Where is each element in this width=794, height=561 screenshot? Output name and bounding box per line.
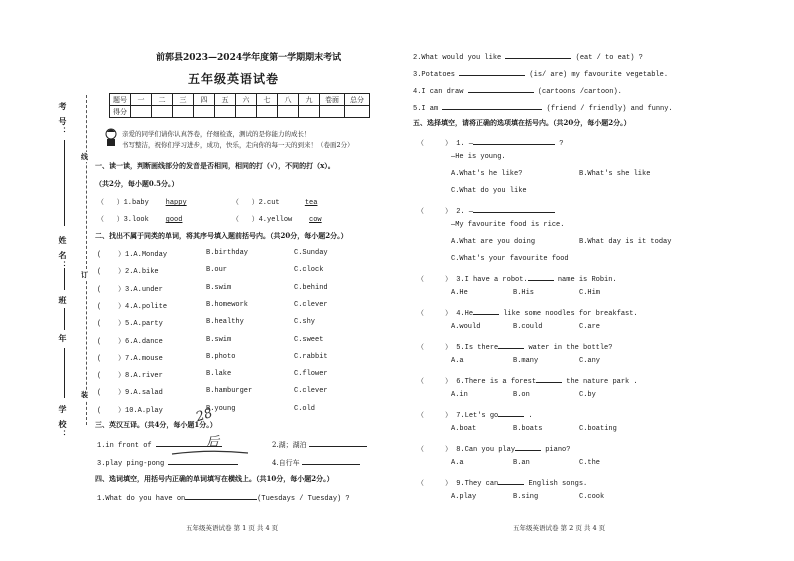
answer-blank[interactable] bbox=[505, 50, 571, 59]
answer-paren[interactable]: （ bbox=[417, 412, 424, 420]
section-2-title: 二、找出不属于同类的单词，将其序号填入题前括号内。（共20分，每小题2分。） bbox=[95, 231, 348, 240]
answer-blank[interactable] bbox=[442, 101, 542, 110]
option: B.What day is it today bbox=[579, 238, 672, 246]
choice-row: ( ）1.A.Monday bbox=[97, 251, 168, 259]
answer-paren[interactable]: ( bbox=[97, 285, 119, 294]
choice-row: ( ）10.A.play bbox=[97, 406, 163, 415]
answer-blank[interactable] bbox=[515, 442, 541, 451]
answer-paren[interactable]: ( bbox=[97, 354, 119, 363]
score-table bbox=[109, 93, 370, 118]
answer-paren[interactable]: （ bbox=[417, 378, 424, 386]
score-header-row bbox=[110, 94, 370, 106]
option-b: B.birthday bbox=[206, 249, 249, 257]
score-blank[interactable] bbox=[345, 106, 370, 118]
section-3-title: 三、英汉互译。（共4分，每小题1分。） bbox=[95, 420, 217, 429]
question-row: （ ） 3.I have a robot. name is Robin. bbox=[417, 272, 617, 284]
question-row: （ ） 6.There is a forest the nature park . bbox=[417, 374, 638, 386]
score-value-row bbox=[110, 106, 370, 118]
question-row: （ ） 2. — bbox=[417, 204, 555, 216]
option: C.cook bbox=[579, 493, 605, 501]
option-b: B.our bbox=[206, 266, 228, 275]
s1-item-1: （ ）1.baby happy bbox=[97, 199, 187, 207]
option: C.Him bbox=[579, 289, 601, 297]
option-c: C.rabbit bbox=[294, 352, 328, 361]
choice-row: ( ）3.A.under bbox=[97, 285, 163, 294]
answer-blank[interactable] bbox=[302, 456, 360, 465]
score-cell: 二 bbox=[152, 94, 173, 106]
answer-paren[interactable]: ( bbox=[97, 406, 119, 415]
notice-line-1: 亲爱的同学们请你认真答卷，仔细检查，测试的是你能力的成长！ bbox=[122, 130, 311, 138]
answer-paren[interactable]: （ bbox=[417, 140, 424, 148]
choice-row: ( ）8.A.river bbox=[97, 372, 163, 381]
option-c: C.old bbox=[294, 404, 316, 413]
score-cell: 六 bbox=[236, 94, 257, 106]
option: C.any bbox=[579, 357, 601, 365]
section-4-title: 四、选词填空，用括号内正确的单词填写在横线上。（共10分，每小题2分。） bbox=[95, 474, 334, 483]
exam-subtitle: 五年级英语试卷 bbox=[188, 72, 280, 86]
option-b: B.lake bbox=[206, 370, 232, 379]
s3-item-4: 4.自行车 bbox=[272, 456, 360, 468]
answer-paren[interactable]: （ bbox=[417, 446, 424, 454]
option: A.play bbox=[451, 493, 477, 501]
s3-item-2: 2.湖；湖泊 bbox=[272, 438, 367, 450]
answer-line: —My favourite food is rice. bbox=[451, 221, 565, 229]
exam-title: 前郭县2023—2024学年度第一学期期末考试 bbox=[156, 53, 342, 63]
answer-blank[interactable] bbox=[473, 204, 555, 213]
answer-paren[interactable]: （ bbox=[417, 310, 424, 318]
score-blank[interactable] bbox=[173, 106, 194, 118]
option: A.boat bbox=[451, 425, 477, 433]
binding-mark-bottom: 装 bbox=[81, 390, 88, 399]
s1-item-4: （ ）4.yellow cow bbox=[232, 216, 322, 224]
option: C.by bbox=[579, 391, 596, 399]
question-row: （ ） 5.Is there water in the bottle? bbox=[417, 340, 612, 352]
score-blank[interactable] bbox=[278, 106, 299, 118]
question-row: （ ） 8.Can you play piano? bbox=[417, 442, 570, 454]
answer-blank[interactable] bbox=[528, 272, 554, 281]
answer-blank[interactable] bbox=[473, 136, 555, 145]
name-line bbox=[64, 168, 65, 226]
answer-paren[interactable]: （ bbox=[97, 216, 104, 224]
answer-paren[interactable]: （ bbox=[417, 276, 424, 284]
choice-row: ( ）6.A.dance bbox=[97, 337, 163, 346]
option-c: C.clock bbox=[294, 266, 324, 275]
grade-label: 年 bbox=[58, 334, 68, 344]
page-footer-1: 五年级英语试卷 第 1 页 共 4 页 bbox=[186, 524, 279, 532]
school-label: 学 校： bbox=[58, 405, 68, 440]
answer-paren[interactable]: （ bbox=[417, 344, 424, 352]
answer-paren[interactable]: （ bbox=[232, 199, 239, 207]
option: B.an bbox=[513, 459, 530, 467]
choice-row: ( ）7.A.mouse bbox=[97, 354, 163, 363]
option: A.He bbox=[451, 289, 468, 297]
option-b: B.swim bbox=[206, 335, 232, 344]
question-row: （ ） 7.Let's go . bbox=[417, 408, 533, 420]
score-cell: 五 bbox=[215, 94, 236, 106]
option: B.boats bbox=[513, 425, 543, 433]
answer-blank[interactable] bbox=[473, 306, 499, 315]
score-blank[interactable] bbox=[236, 106, 257, 118]
binding-mark-mid: 订 bbox=[81, 270, 88, 279]
fill-in-item: 3.Potatoes (is/ are) my favourite vegetable. bbox=[413, 67, 668, 79]
score-cell: 题号 bbox=[110, 94, 131, 106]
option: B.His bbox=[513, 289, 535, 297]
notice-line-2: 书写整洁，祝你们学习进步，成功，快乐，走向你的每一天的到来！（卷面2分） bbox=[122, 141, 354, 149]
option: C.What do you like bbox=[451, 187, 527, 195]
handwritten-mark: 后 bbox=[206, 435, 220, 450]
answer-paren[interactable]: ( bbox=[97, 251, 119, 259]
option: A.a bbox=[451, 459, 464, 467]
option: A.a bbox=[451, 357, 464, 365]
option-b: B.photo bbox=[206, 352, 236, 361]
answer-paren[interactable]: ( bbox=[97, 372, 119, 381]
s1-item-2: （ ）2.cut tea bbox=[232, 199, 318, 207]
answer-blank[interactable] bbox=[156, 438, 222, 447]
answer-paren[interactable]: （ bbox=[232, 216, 239, 224]
option-c: C.sweet bbox=[294, 335, 324, 344]
option: A.in bbox=[451, 391, 468, 399]
answer-blank[interactable] bbox=[185, 491, 257, 500]
answer-paren[interactable]: ( bbox=[97, 320, 119, 329]
choice-row: ( ）4.A.polite bbox=[97, 302, 168, 311]
class-label: 班 bbox=[58, 296, 68, 306]
answer-paren[interactable]: ( bbox=[97, 337, 119, 346]
school-line bbox=[64, 348, 65, 398]
exam-number-label: 考 号： bbox=[58, 102, 68, 137]
choice-row: ( ）9.A.salad bbox=[97, 389, 163, 398]
score-blank[interactable] bbox=[152, 106, 173, 118]
grade-line bbox=[64, 308, 65, 330]
score-blank[interactable] bbox=[194, 106, 215, 118]
answer-paren[interactable]: （ bbox=[97, 199, 104, 207]
score-blank[interactable] bbox=[257, 106, 278, 118]
name-label: 姓 名： bbox=[58, 236, 68, 271]
option: A.What are you doing bbox=[451, 238, 536, 246]
s3-item-1: 1.in front of bbox=[97, 438, 222, 450]
option-c: C.clever bbox=[294, 387, 328, 396]
option: A.What's he like? bbox=[451, 170, 523, 178]
option: B.many bbox=[513, 357, 539, 365]
option-b: B.young bbox=[206, 404, 236, 413]
option: C.are bbox=[579, 323, 601, 331]
option: C.What's your favourite food bbox=[451, 255, 569, 263]
section-1-points: （共2分，每小题0.5分。） bbox=[95, 179, 179, 188]
option: B.on bbox=[513, 391, 530, 399]
s4-item-1: 1.What do you have on (Tuesdays / Tuesday) ? bbox=[97, 491, 350, 503]
fill-in-item: 5.I am (friend / friendly) and funny. bbox=[413, 101, 673, 113]
option: C.the bbox=[579, 459, 601, 467]
student-mascot-icon bbox=[104, 128, 118, 148]
score-cell: 总分 bbox=[345, 94, 370, 106]
answer-paren[interactable]: （ bbox=[417, 480, 424, 488]
option: C.boating bbox=[579, 425, 617, 433]
answer-blank[interactable] bbox=[468, 84, 534, 93]
option-b: B.hamburger bbox=[206, 387, 253, 396]
question-row: （ ） 4.He like some noodles for breakfast. bbox=[417, 306, 638, 318]
question-row: （ ） 9.They can English songs. bbox=[417, 476, 587, 488]
answer-line: —He is young. bbox=[451, 153, 506, 161]
s3-item-3: 3.play ping-pong bbox=[97, 456, 238, 468]
answer-blank[interactable] bbox=[168, 456, 238, 465]
option: A.would bbox=[451, 323, 481, 331]
question-row: （ ） 1. — ? bbox=[417, 136, 563, 148]
score-cell: 三 bbox=[173, 94, 194, 106]
score-cell: 九 bbox=[299, 94, 320, 106]
answer-paren[interactable]: ( bbox=[97, 268, 119, 277]
option-c: C.shy bbox=[294, 318, 316, 327]
handwritten-stroke bbox=[170, 449, 250, 457]
s1-item-3: （ ）3.look good bbox=[97, 216, 183, 224]
choice-row: ( ）5.A.party bbox=[97, 320, 163, 329]
answer-paren[interactable]: ( bbox=[97, 389, 119, 398]
handwritten-score: 28 bbox=[194, 405, 215, 426]
option: B.sing bbox=[513, 493, 539, 501]
option: B.could bbox=[513, 323, 543, 331]
option-c: C.clever bbox=[294, 300, 328, 309]
score-blank[interactable] bbox=[320, 106, 345, 118]
score-blank[interactable] bbox=[131, 106, 152, 118]
answer-paren[interactable]: （ bbox=[417, 208, 424, 216]
choice-row: ( ）2.A.bike bbox=[97, 268, 159, 277]
option-b: B.homework bbox=[206, 300, 249, 309]
score-cell: 八 bbox=[278, 94, 299, 106]
section-5-title: 五、选择填空，请将正确的选项填在括号内。（共20分，每小题2分。） bbox=[413, 118, 631, 127]
answer-paren[interactable]: ( bbox=[97, 302, 119, 311]
option-b: B.healthy bbox=[206, 318, 244, 327]
page-footer-2: 五年级英语试卷 第 2 页 共 4 页 bbox=[513, 524, 606, 532]
answer-blank[interactable] bbox=[498, 340, 524, 349]
option-c: C.Sunday bbox=[294, 249, 328, 257]
fill-in-item: 4.I can draw (cartoons /cartoon). bbox=[413, 84, 622, 96]
answer-blank[interactable] bbox=[459, 67, 525, 76]
answer-blank[interactable] bbox=[309, 438, 367, 447]
option-c: C.behind bbox=[294, 283, 328, 292]
binding-mark-top: 线 bbox=[81, 152, 88, 161]
score-blank[interactable] bbox=[215, 106, 236, 118]
option: B.What's she like bbox=[579, 170, 651, 178]
score-cell: 卷面 bbox=[320, 94, 345, 106]
fill-in-item: 2.What would you like (eat / to eat) ? bbox=[413, 50, 643, 62]
score-blank[interactable] bbox=[299, 106, 320, 118]
answer-blank[interactable] bbox=[498, 408, 524, 417]
binding-dashed-line bbox=[86, 95, 87, 425]
answer-blank[interactable] bbox=[498, 476, 524, 485]
section-1-title: 一、读一读，判断画线部分的发音是否相同，相同的打（√），不同的打（x）。 bbox=[95, 161, 335, 170]
option-c: C.flower bbox=[294, 370, 328, 379]
answer-blank[interactable] bbox=[536, 374, 562, 383]
class-line bbox=[64, 268, 65, 290]
score-cell: 一 bbox=[131, 94, 152, 106]
score-cell: 七 bbox=[257, 94, 278, 106]
score-cell: 四 bbox=[194, 94, 215, 106]
score-cell: 得分 bbox=[110, 106, 131, 118]
option-b: B.swim bbox=[206, 283, 232, 292]
